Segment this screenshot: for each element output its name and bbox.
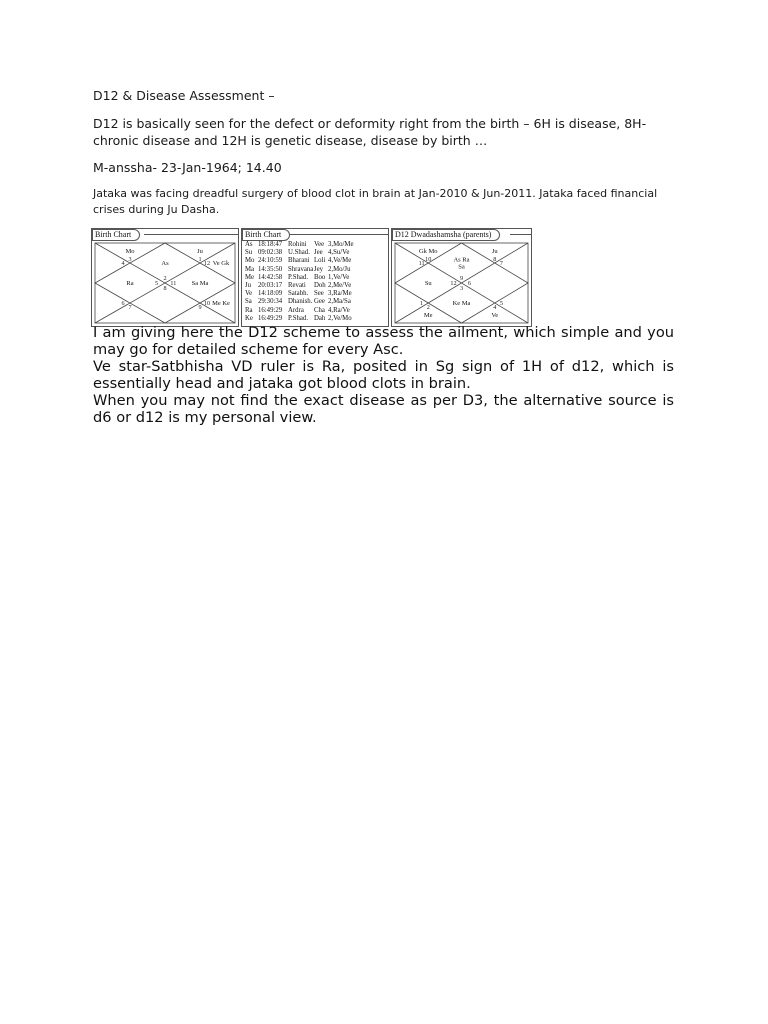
planet-table-cell: 14:42:58 <box>258 273 283 281</box>
d12-chart-tab: D12 Dwadashamsha (parents) <box>392 229 500 241</box>
planet-table-cell: Jee <box>314 249 323 257</box>
d12-chart-house-3-sign: 11 <box>418 260 425 267</box>
planet-table-cell: 24:10:59 <box>258 257 283 265</box>
planet-table-cell: As <box>245 241 253 248</box>
d12-chart-house-12-sign: 8 <box>493 256 497 263</box>
planet-table-cell: 2,Ma/Sa <box>328 298 351 306</box>
d12-chart-house-6-planets: Me <box>423 312 433 319</box>
planet-table-row <box>245 274 354 282</box>
birth-chart-house-5-sign: 6 <box>121 300 125 307</box>
d12-chart-grid <box>395 243 528 323</box>
d12-chart-house-1-planets: Sa <box>458 263 465 271</box>
planet-table-cell: Ve <box>245 290 253 298</box>
native-details: M-anssha- 23-Jan-1964; 14.40 <box>93 160 282 175</box>
planet-table-row <box>245 290 354 298</box>
document-title: D12 & Disease Assessment – <box>93 88 275 103</box>
planet-table-cell: 14:18:09 <box>258 290 283 298</box>
d12-chart-house-9-sign: 5 <box>499 300 503 307</box>
birth-chart-house-2-planets: Mo <box>125 248 135 255</box>
planet-table-cell: 2,Mo/Ju <box>328 265 351 273</box>
birth-chart-tab: Birth Chart <box>92 229 140 241</box>
intro-paragraph: D12 is basically seen for the defect or deformity right from the birth – 6H is disease, 8H-chronic disease and 12H is genetic disease, disease by birth … <box>93 116 647 148</box>
birth-chart-house-12-sign: 1 <box>198 256 202 263</box>
planet-table-cell: 29:30:34 <box>258 298 283 306</box>
birth-chart-house-11-sign: 12 <box>203 260 211 267</box>
planet-table-cell: Me <box>245 273 255 281</box>
planet-table-cell: Jey <box>314 265 324 273</box>
planet-table-cell: 2,Ve/Mo <box>328 314 352 322</box>
d12-chart-house-1-planets: As Ra <box>453 256 470 264</box>
planet-table-cell: 16:49:29 <box>258 306 283 314</box>
case-description: Jataka was facing dreadful surgery of blood clot in brain at Jan-2010 & Jun-2011. Jataka faced financial crises during Ju Dasha. <box>93 187 658 216</box>
planet-table-panel <box>241 228 389 327</box>
planet-table-cell: Loli <box>314 257 326 265</box>
planet-table-cell: Revati <box>288 282 306 290</box>
planet-table-cell: Bharani <box>288 257 310 265</box>
d12-chart-house-4-sign: 12 <box>450 280 457 287</box>
planet-table-cell: Vee <box>314 241 325 248</box>
planet-table-cell: Mo <box>245 257 255 265</box>
d12-chart-house-11-sign: 7 <box>499 260 503 267</box>
birth-chart-house-6-sign: 7 <box>128 304 132 311</box>
d12-chart-house-8-planets: Ve <box>491 312 499 319</box>
birth-chart-house-2-sign: 3 <box>128 256 132 263</box>
d12-chart-house-8-sign: 4 <box>493 304 497 311</box>
planet-table-row <box>245 315 354 323</box>
planet-table-cell: Ke <box>245 314 253 322</box>
birth-chart-house-8-sign: 9 <box>198 304 202 311</box>
planet-table-cell: 3,Mo/Me <box>328 241 354 248</box>
birth-chart-house-1-sign: 2 <box>163 275 167 283</box>
planet-table-cell: Dah <box>314 314 326 322</box>
paragraph-alternative-source: When you may not find the exact disease as per D3, the alternative source is d6 or d12 is my personal view. <box>93 392 674 426</box>
planet-table-cell: P.Shad. <box>288 273 309 281</box>
planet-table-cell: Shravana <box>288 265 314 273</box>
planet-table-cell: 4,Su/Ve <box>328 249 350 257</box>
planet-table-cell: Ra <box>245 306 253 314</box>
birth-chart-panel <box>91 228 239 327</box>
birth-chart-house-9-planets: Me Ke <box>212 300 230 307</box>
d12-chart-diagram <box>393 241 530 325</box>
planet-table-cell: Satabh. <box>288 290 309 298</box>
planet-table-cell: Doh <box>314 282 326 290</box>
planet-table-cell: 16:49:29 <box>258 314 283 322</box>
planet-table-cell: 18:18:47 <box>258 241 283 248</box>
birth-chart-house-10-sign: 11 <box>170 280 177 287</box>
d12-chart-house-7-sign: 3 <box>459 284 464 292</box>
planet-table-row <box>245 298 354 306</box>
paragraph-venus-star: Ve star-Satbhisha VD ruler is Ra, posited in Sg sign of 1H of d12, which is essentially head and jataka got blood clots in brain. <box>93 358 674 392</box>
planet-table-cell: Ju <box>245 282 252 290</box>
planet-table-cell: Gee <box>314 298 325 306</box>
birth-chart-house-12-planets: Ju <box>197 248 203 255</box>
planet-table-cell: P.Shad. <box>288 314 309 322</box>
planet-table-cell: Ardra <box>288 306 304 314</box>
planet-table-cell: Su <box>245 249 253 257</box>
birth-chart-house-10-planets: Sa Ma <box>191 280 209 287</box>
planet-table-row <box>245 257 354 265</box>
birth-chart-house-11-planets: Ve Gk <box>212 260 230 267</box>
birth-chart-house-3-sign: 4 <box>121 260 125 267</box>
d12-chart-house-10-sign: 6 <box>467 280 472 287</box>
planet-table-cell: Sa <box>245 298 252 306</box>
planet-table-row <box>245 266 354 274</box>
d12-chart-house-4-planets: Su <box>424 280 432 287</box>
planet-table-cell: Dhanish. <box>288 298 313 306</box>
planet-table <box>245 241 354 323</box>
d12-chart-house-2-sign: 10 <box>425 256 432 263</box>
d12-chart-house-12-planets: Ju <box>491 248 498 255</box>
birth-chart-house-4-sign: 5 <box>155 280 159 287</box>
birth-chart-house-9-sign: 10 <box>203 300 211 307</box>
d12-chart-panel <box>391 228 532 327</box>
planet-table-cell: Ma <box>245 265 255 273</box>
planet-table-cell: Cha <box>314 306 325 314</box>
planet-table-cell: 09:02:38 <box>258 249 283 257</box>
planet-table-cell: 4,Ve/Me <box>328 257 352 265</box>
planet-table-cell: Boo <box>314 273 326 281</box>
planet-table-cell: 3,Ra/Me <box>328 290 352 298</box>
planet-table-cell: Rohini <box>288 241 307 248</box>
paragraph-d12-scheme: I am giving here the D12 scheme to assess the ailment, which simple and you may go for detailed scheme for every Asc. <box>93 324 674 358</box>
d12-chart-house-5-sign: 1 <box>420 300 424 307</box>
planet-table-cell: 1,Ve/Ve <box>328 273 350 281</box>
birth-chart-diagram <box>93 241 237 325</box>
planet-table-cell: 20:03:17 <box>258 282 283 290</box>
d12-chart-house-2-planets: Gk Mo <box>418 248 438 255</box>
planet-table-row <box>245 282 354 290</box>
d12-chart-house-7-planets: Ke Ma <box>452 300 471 307</box>
planet-table-cell: See <box>314 290 324 298</box>
birth-chart-house-4-planets: Ra <box>126 280 134 287</box>
planet-table-cell: 4,Ra/Ve <box>328 306 350 314</box>
birth-chart-house-1-planets: As <box>161 260 169 267</box>
planet-table-tab: Birth Chart <box>242 229 290 241</box>
planet-table-row <box>245 249 354 257</box>
birth-chart-grid <box>95 243 235 323</box>
d12-chart-house-6-sign: 2 <box>426 304 430 311</box>
planet-table-cell: 14:35:50 <box>258 265 283 273</box>
body-text <box>93 324 674 426</box>
planet-table-cell: 2,Me/Ve <box>328 282 352 290</box>
d12-chart-house-1-sign: 9 <box>459 275 464 283</box>
planet-table-cell: U.Shad. <box>288 249 310 257</box>
planet-table-row <box>245 241 354 249</box>
planet-table-row <box>245 307 354 315</box>
birth-chart-house-7-sign: 8 <box>163 284 167 292</box>
